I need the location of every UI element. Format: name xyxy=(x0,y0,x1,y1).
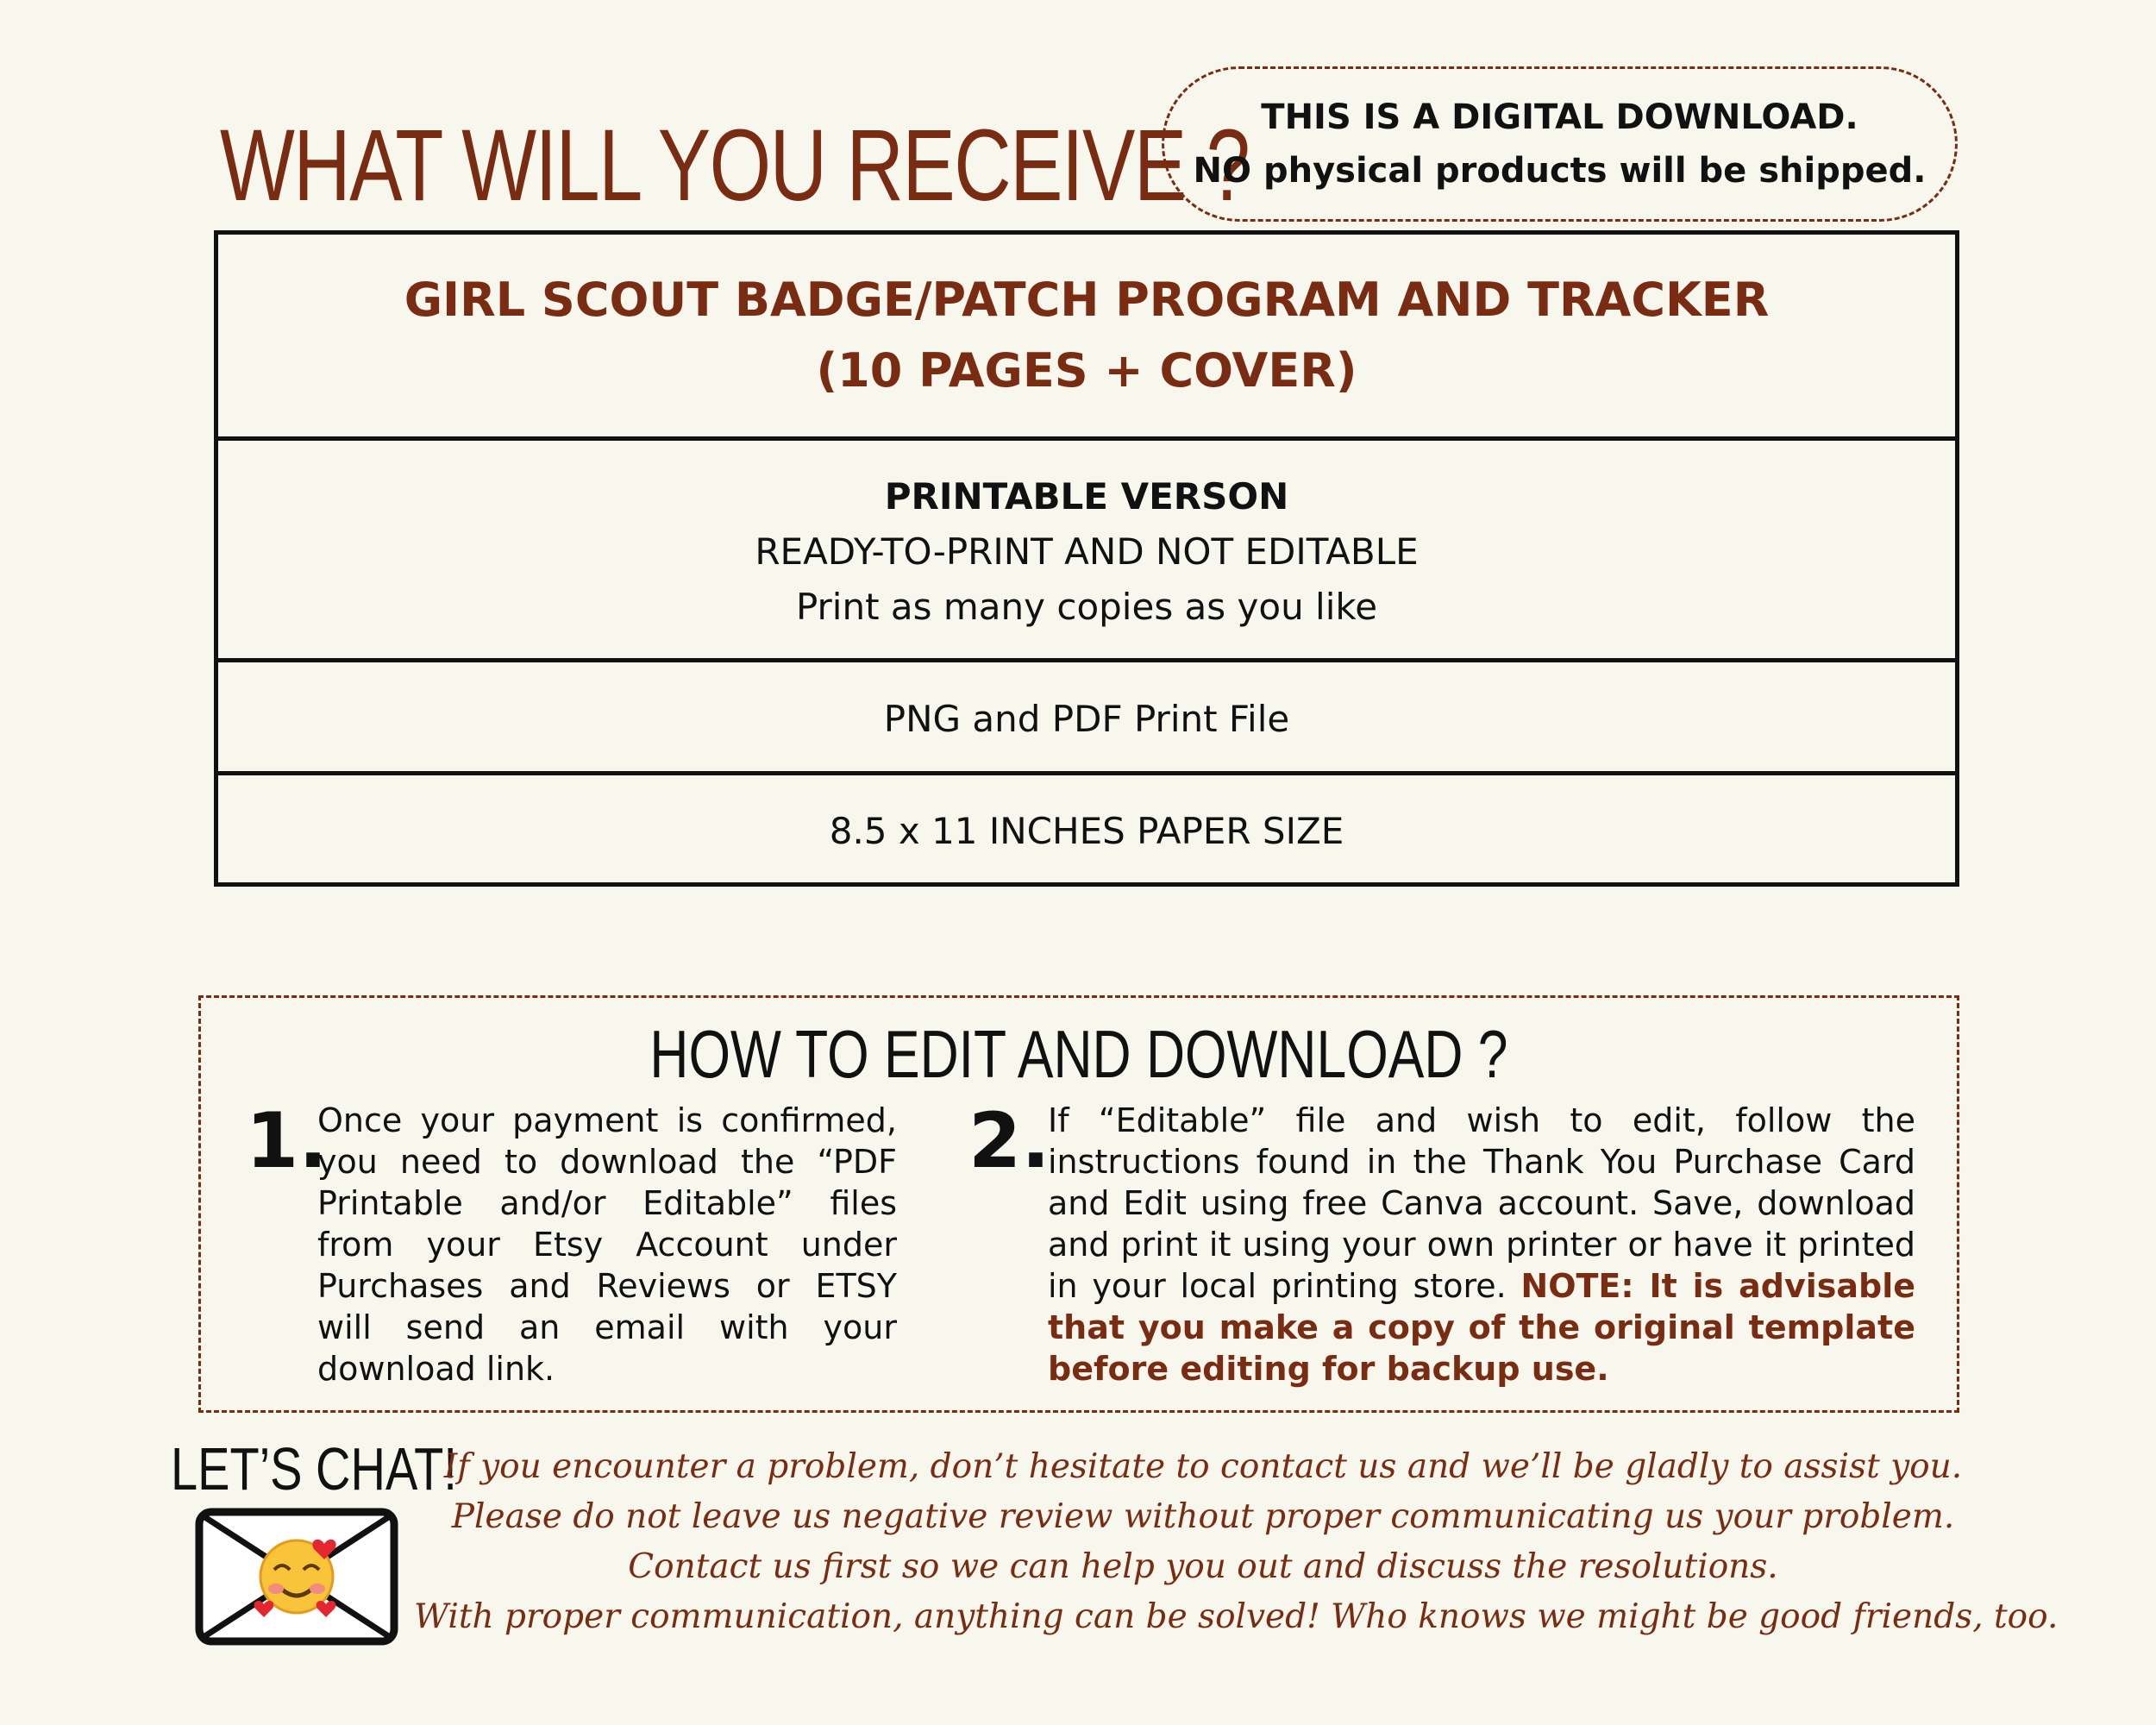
step-2-text: If “Editable” file and wish to edit, follow the instructions found in the Thank You Purchase Card and Edit using free Canva account. Save, download and print it using your own printer or have it printed in your local printing store. xyxy=(1048,1101,1915,1305)
digital-download-notice xyxy=(1162,66,1958,222)
step-1-text: Once your payment is confirmed, you need to download the “PDF Printable and/or Editable” files from your Etsy Account under Purchases and Reviews or ETSY will send an email with your download link. xyxy=(317,1101,897,1388)
paper-size-row xyxy=(218,771,1955,887)
file-format-text: PNG and PDF Print File xyxy=(883,697,1290,740)
chat-line-3: Contact us first so we can help you out and discuss the resolutions. xyxy=(628,1547,1778,1586)
printable-row xyxy=(218,436,1955,662)
chat-line-2: Please do not leave us negative review without proper communicating us your problem. xyxy=(451,1497,1955,1536)
how-to-title xyxy=(201,1015,1957,1094)
step-2-number: 2. xyxy=(968,1096,1050,1185)
paper-size-text: 8.5 x 11 INCHES PAPER SIZE xyxy=(829,809,1344,852)
notice-line-2: NO physical products will be shipped. xyxy=(1193,151,1927,191)
receive-table xyxy=(214,230,1959,887)
chat-message xyxy=(414,1442,2059,1642)
page-title: WHAT WILL YOU RECEIVE ? xyxy=(220,109,1250,223)
chat-line-4: With proper communication, anything can be solved! Who knows we might be good friends, too. xyxy=(414,1597,2059,1636)
lets-chat-title: LET’S CHAT! xyxy=(171,1435,457,1502)
envelope-icon xyxy=(195,1508,398,1646)
file-format-row xyxy=(218,658,1955,775)
step-2-block xyxy=(1048,1100,1915,1389)
step-2-note: NOTE: It is advisable that you make a copy of the original template before editing for backup use. xyxy=(1048,1267,1915,1388)
printable-line-2: READY-TO-PRINT AND NOT EDITABLE xyxy=(755,530,1419,573)
how-to-title-text: HOW TO EDIT AND DOWNLOAD ? xyxy=(649,1016,1508,1092)
how-to-section xyxy=(198,995,1959,1413)
printable-title: PRINTABLE VERSON xyxy=(884,474,1289,518)
product-title-line-2: (10 PAGES + COVER) xyxy=(816,343,1357,398)
product-title-line-1: GIRL SCOUT BADGE/PATCH PROGRAM AND TRACKER xyxy=(404,273,1770,327)
chat-line-1: If you encounter a problem, don’t hesitate to contact us and we’ll be gladly to assist you. xyxy=(443,1447,1963,1486)
notice-line-1: THIS IS A DIGITAL DOWNLOAD. xyxy=(1261,97,1858,137)
step-1-number: 1. xyxy=(246,1096,328,1185)
printable-line-3: Print as many copies as you like xyxy=(795,585,1378,628)
product-row xyxy=(218,235,1955,436)
